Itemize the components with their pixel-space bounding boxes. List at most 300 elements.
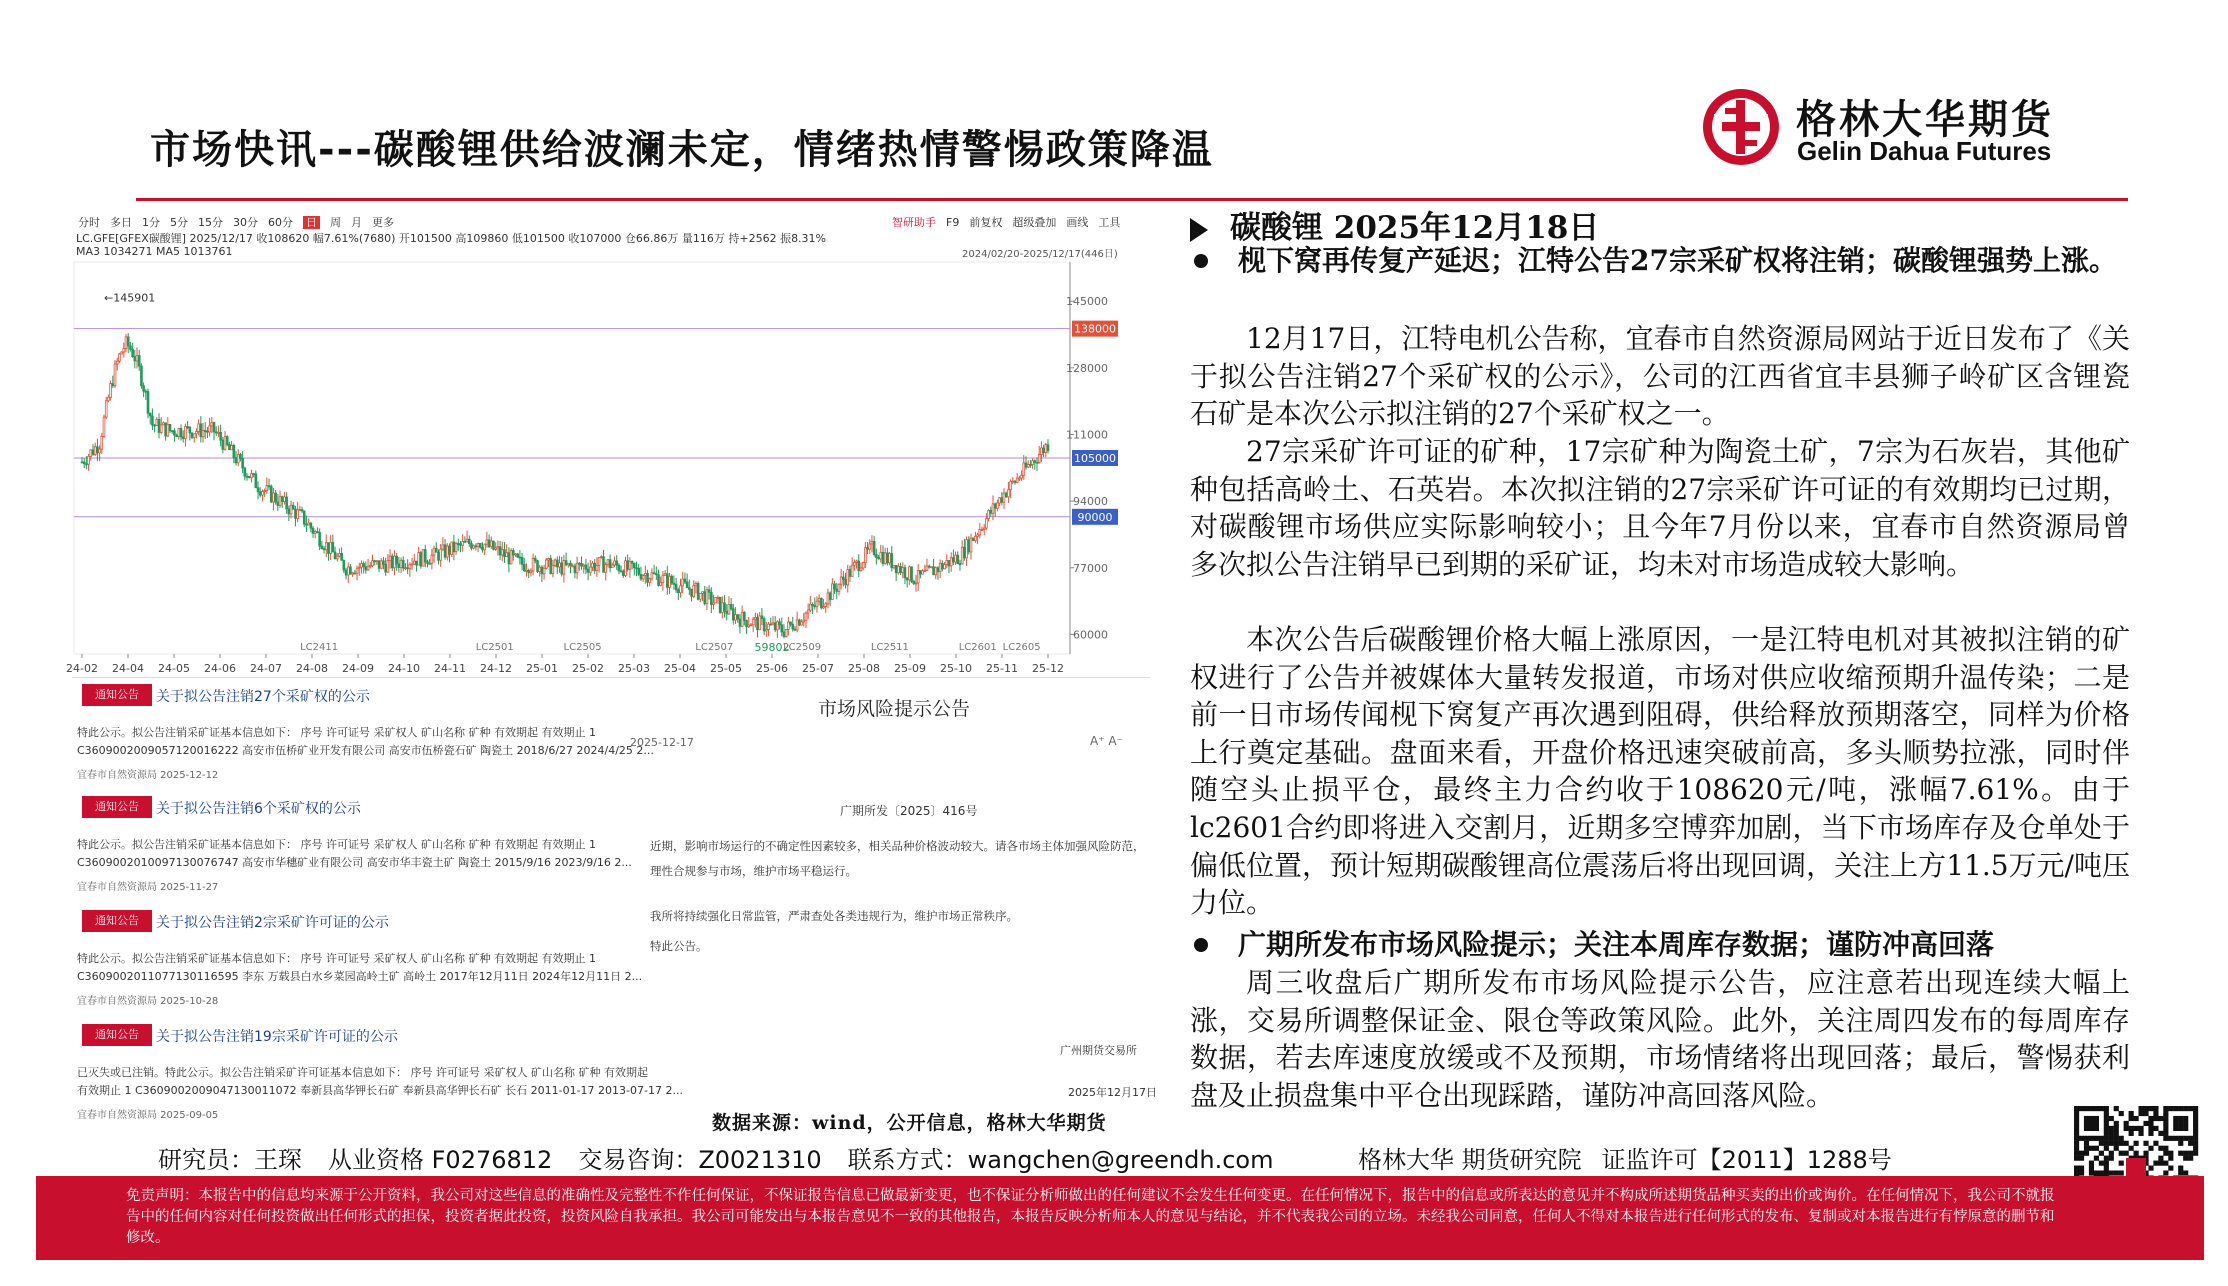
candle-body xyxy=(519,557,521,558)
candle-body xyxy=(292,505,294,509)
candle-body xyxy=(163,423,165,425)
bullet-heading-text: 枧下窝再传复产延迟；江特公告27宗采矿权将注销；碳酸锂强势上涨。 xyxy=(1238,244,2117,277)
candle-body xyxy=(398,564,400,568)
candle-body xyxy=(790,622,792,624)
notice-tag: 通知公告 xyxy=(82,796,152,818)
candle-body xyxy=(220,432,222,440)
candle-body xyxy=(873,541,875,554)
candle-body xyxy=(431,555,433,563)
candle-body xyxy=(680,586,682,593)
candle-body xyxy=(875,555,877,558)
notice-excerpt: 已灭失或已注销。特此公示。拟公告注销采矿许可证基本信息如下： 序号 许可证号 采矿权人 矿山名称 矿种 有效期起 xyxy=(77,1066,648,1079)
candle-body xyxy=(704,592,706,604)
candle-body xyxy=(594,563,596,570)
candle-body xyxy=(763,619,765,631)
candle-body xyxy=(444,545,446,557)
candle-body xyxy=(959,564,961,565)
candle-body xyxy=(125,337,127,349)
candle-body xyxy=(328,543,330,554)
candle-body xyxy=(405,568,407,569)
candle-body xyxy=(741,612,743,626)
contract-label: LC2509 xyxy=(783,642,822,653)
exchange-notice-paragraph: 特此公告。 xyxy=(650,939,708,953)
y-tick-label: 77000 xyxy=(1073,561,1108,575)
candle-body xyxy=(869,544,871,549)
candle-body xyxy=(251,474,253,478)
candle-body xyxy=(325,543,327,550)
candle-body xyxy=(935,568,937,575)
notice-title-link[interactable]: 关于拟公告注销6个采矿权的公示 xyxy=(156,801,361,817)
x-tick-label: 25-11 xyxy=(986,662,1018,675)
candle-body xyxy=(842,577,844,580)
candle-body xyxy=(354,573,356,574)
candle-body xyxy=(981,529,983,530)
candle-body xyxy=(607,560,609,565)
exchange-notice-paragraph: 我所将持续强化日常监管，严肃查处各类违规行为，维护市场正常秩序。 xyxy=(650,909,1018,923)
candle-body xyxy=(468,539,470,543)
x-tick-label: 25-07 xyxy=(802,662,834,675)
logo-english-name: Gelin Dahua Futures xyxy=(1797,136,2052,166)
notice-meta: 宜春市自然资源局 2025-11-27 xyxy=(77,882,219,893)
candle-body xyxy=(592,563,594,567)
y-tick-label: 111000 xyxy=(1066,428,1108,442)
candle-body xyxy=(438,552,440,560)
candle-body xyxy=(136,355,138,361)
x-tick-label: 25-10 xyxy=(940,662,972,675)
candle-body xyxy=(985,519,987,529)
candle-body xyxy=(182,437,184,439)
arrow-bullet-icon xyxy=(1190,218,1208,242)
candle-body xyxy=(754,618,756,620)
chart-period-tab[interactable]: 更多 xyxy=(372,216,394,229)
candle-body xyxy=(90,450,92,456)
candle-body xyxy=(697,583,699,599)
candle-body xyxy=(807,610,809,613)
candle-body xyxy=(911,567,913,581)
candle-body xyxy=(640,574,642,579)
candle-body xyxy=(937,568,939,572)
candle-body xyxy=(539,567,541,571)
candle-body xyxy=(904,568,906,578)
candle-body xyxy=(466,539,468,541)
candle-body xyxy=(860,568,862,571)
candle-body xyxy=(457,544,459,545)
candle-body xyxy=(352,573,354,574)
candle-body xyxy=(803,620,805,622)
candle-body xyxy=(277,502,279,505)
contract-label: LC2605 xyxy=(1002,642,1041,653)
candle-body xyxy=(123,349,125,352)
candle-body xyxy=(838,584,840,591)
candle-body xyxy=(259,492,261,495)
candle-body xyxy=(794,629,796,630)
candle-body xyxy=(970,538,972,552)
candle-body xyxy=(334,552,336,559)
candle-body xyxy=(636,568,638,569)
candle-body xyxy=(814,606,816,607)
candle-body xyxy=(818,598,820,601)
exchange-notice-number: 广期所发〔2025〕416号 xyxy=(840,804,978,818)
x-tick-label: 25-09 xyxy=(894,662,926,675)
candle-body xyxy=(768,624,770,629)
x-tick-label: 25-08 xyxy=(848,662,880,675)
candle-body xyxy=(994,504,996,508)
candle-body xyxy=(706,590,708,604)
candle-body xyxy=(132,349,134,356)
chart-period-tab[interactable]: 15分 xyxy=(198,216,223,229)
chart-period-tab[interactable]: 60分 xyxy=(268,216,293,229)
chart-period-tab[interactable]: 月 xyxy=(351,216,362,229)
candle-body xyxy=(939,563,941,571)
chart-tool-button[interactable]: 工具 xyxy=(1098,216,1121,229)
candle-body xyxy=(1023,463,1025,475)
candle-body xyxy=(625,561,627,576)
candle-body xyxy=(644,573,646,575)
candle-body xyxy=(1027,464,1029,467)
notice-item[interactable] xyxy=(72,1024,683,1132)
candle-body xyxy=(559,563,561,567)
chart-tool-button[interactable]: 超级叠加 xyxy=(1012,216,1057,229)
candle-body xyxy=(343,560,345,570)
chart-period-tab[interactable]: 多日 xyxy=(110,216,132,229)
candle-body xyxy=(455,544,457,552)
candle-body xyxy=(974,536,976,540)
license-number: 证监许可【2011】1288号 xyxy=(1601,1146,1892,1174)
candle-body xyxy=(273,493,275,502)
contract-label: LC2601 xyxy=(958,642,997,653)
candle-body xyxy=(699,593,701,599)
candle-body xyxy=(497,547,499,548)
candle-body xyxy=(710,592,712,604)
candle-body xyxy=(541,567,543,574)
candle-body xyxy=(114,364,116,386)
candle-body xyxy=(950,558,952,566)
candle-body xyxy=(449,546,451,554)
candle-body xyxy=(649,579,651,582)
candle-body xyxy=(688,588,690,590)
notice-excerpt: 有效期止 1 C3609002009047130011072 奉新县高华钾长石矿 奉新县高华钾长石矿 长石 2011-01-17 2013-07-17 2... xyxy=(77,1084,683,1097)
candle-body xyxy=(193,434,195,438)
candle-body xyxy=(332,542,334,552)
candle-body xyxy=(1003,493,1005,502)
candle-body xyxy=(600,557,602,558)
reference-label: 105000 xyxy=(1074,452,1116,465)
low-annotation: 59802 xyxy=(754,641,790,655)
chart-period-tab[interactable]: 30分 xyxy=(233,216,258,229)
candle-body xyxy=(413,561,415,564)
candle-body xyxy=(97,447,99,453)
chart-quote-line: LC.GFE[GFEX碳酸锂] 2025/12/17 收108620 幅7.61%(7680) 开101500 高109860 低101500 收107000 仓66.86万 量116万 持+2562 振8.31% xyxy=(76,232,827,245)
candle-body xyxy=(728,604,730,613)
candle-body xyxy=(996,503,998,508)
candle-body xyxy=(781,625,783,632)
candle-body xyxy=(442,545,444,549)
candle-body xyxy=(983,528,985,529)
y-tick-label: 60000 xyxy=(1073,628,1108,642)
candle-body xyxy=(999,498,1001,503)
bullet-heading xyxy=(1190,242,2130,280)
candle-body xyxy=(653,573,655,574)
candle-body xyxy=(512,551,514,555)
candle-body xyxy=(383,561,385,565)
candle-body xyxy=(715,597,717,603)
candle-body xyxy=(1038,455,1040,463)
candle-body xyxy=(180,429,182,437)
candle-body xyxy=(1029,464,1031,465)
candle-body xyxy=(198,424,200,432)
y-tick-label: 128000 xyxy=(1066,361,1108,375)
candle-body xyxy=(510,551,512,564)
candle-body xyxy=(99,449,101,453)
candle-body xyxy=(882,552,884,563)
candle-body xyxy=(941,563,943,568)
notice-excerpt: C3609002010097130076747 高安市华穗矿业有限公司 高安市华丰瓷土矿 陶瓷土 2015/9/16 2023/9/16 2... xyxy=(77,856,632,869)
candle-body xyxy=(372,561,374,566)
candle-body xyxy=(761,616,763,619)
article-column xyxy=(1190,200,2130,1160)
candle-body xyxy=(427,562,429,563)
candle-body xyxy=(891,554,893,568)
candle-body xyxy=(831,584,833,600)
candle-body xyxy=(506,553,508,557)
researcher-qualification: 从业资格 F0276812 xyxy=(328,1146,553,1174)
candle-body xyxy=(629,561,631,569)
chart-tool-button[interactable]: 画线 xyxy=(1066,216,1089,229)
candle-body xyxy=(365,567,367,570)
candle-body xyxy=(508,553,510,564)
candle-body xyxy=(825,604,827,607)
candle-body xyxy=(178,429,180,437)
candle-body xyxy=(534,558,536,560)
candle-body xyxy=(418,553,420,565)
candle-body xyxy=(156,419,158,425)
candle-body xyxy=(647,573,649,582)
article-paragraph: 12月17日，江特电机公告称，宜春市自然资源局网站于近日发布了《关于拟公告注销27个采矿权的公示》，公司的江西省宜丰县狮子岭矿区含锂瓷石矿是本次公示拟注销的27个采矿权之一。 xyxy=(1190,322,2130,431)
candle-body xyxy=(262,491,264,495)
candle-body xyxy=(295,509,297,518)
candle-body xyxy=(464,541,466,542)
chart-period-tab[interactable]: 1分 xyxy=(142,216,160,229)
contract-label: LC2505 xyxy=(563,642,602,653)
candle-body xyxy=(323,549,325,550)
candle-body xyxy=(387,561,389,572)
candle-body xyxy=(783,632,785,636)
candle-body xyxy=(396,556,398,564)
candle-body xyxy=(367,566,369,570)
chart-period-toolbar xyxy=(78,214,404,230)
notice-tag: 通知公告 xyxy=(82,1024,152,1046)
candle-body xyxy=(952,558,954,562)
researcher-name: 研究员：王琛 xyxy=(158,1146,302,1174)
chart-tool-button[interactable]: 智研助手 xyxy=(892,216,936,229)
candle-body xyxy=(1007,490,1009,497)
candle-body xyxy=(774,623,776,630)
candle-body xyxy=(567,563,569,564)
candle-body xyxy=(730,604,732,608)
candle-body xyxy=(174,431,176,435)
notice-item[interactable] xyxy=(72,796,632,904)
chart-period-tab[interactable]: 5分 xyxy=(170,216,188,229)
candle-body xyxy=(880,552,882,559)
candle-body xyxy=(440,549,442,560)
candle-body xyxy=(926,566,928,570)
candle-body xyxy=(651,573,653,579)
candle-body xyxy=(752,619,754,625)
candle-body xyxy=(673,583,675,584)
candle-body xyxy=(319,533,321,546)
candle-body xyxy=(237,454,239,462)
candle-body xyxy=(851,565,853,576)
chart-period-tab[interactable]: 周 xyxy=(330,216,341,229)
candle-body xyxy=(515,554,517,555)
candle-body xyxy=(160,425,162,433)
chart-ma-line: MA3 1034271 MA5 1013761 xyxy=(76,245,233,258)
candle-body xyxy=(1021,475,1023,478)
candle-body xyxy=(1032,461,1034,465)
candle-body xyxy=(218,432,220,433)
chart-tool-button[interactable]: 前复权 xyxy=(969,216,1003,229)
candle-body xyxy=(554,560,556,565)
candle-body xyxy=(1016,478,1018,482)
candle-body xyxy=(394,556,396,568)
notice-tag: 通知公告 xyxy=(82,910,152,932)
candle-body xyxy=(867,548,869,550)
chart-period-tab[interactable]: 日 xyxy=(303,216,320,229)
candle-body xyxy=(548,559,550,560)
candle-body xyxy=(233,445,235,457)
candle-body xyxy=(240,454,242,458)
candle-body xyxy=(605,565,607,573)
candle-body xyxy=(849,570,851,577)
candle-body xyxy=(376,561,378,562)
notice-title-link[interactable]: 关于拟公告注销19宗采矿许可证的公示 xyxy=(156,1029,398,1045)
candle-body xyxy=(785,629,787,636)
candle-body xyxy=(303,511,305,524)
x-tick-label: 25-01 xyxy=(526,662,558,675)
article-paragraph: 本次公告后碳酸锂价格大幅上涨原因，一是江特电机对其被拟注销的矿权进行了公告并被媒体大量转发报道，市场对供应收缩预期升温传染；二是前一日市场传闻枧下窝复产再次遇到阻碍，供给释放预期落空，同样为价格上行奠定基础。盘面来看，开盘价格迅速突破前高，多头顺势拉涨，同时伴随空头止损平仓，最终主力合约收于108620元/吨，涨幅7.61%。由于lc2601合约即将进入交割月，近期多空博弈加剧，当下市场库存及仓单处于偏低位置，预计短期碳酸锂高位震荡后将出现回调，关注上方11.5万元/吨压力位。 xyxy=(1190,623,2130,920)
chart-period-tab[interactable]: 分时 xyxy=(78,216,100,229)
chart-tool-button[interactable]: F9 xyxy=(946,216,960,229)
candle-body xyxy=(1010,481,1012,489)
candle-body xyxy=(572,566,574,567)
x-tick-label: 24-12 xyxy=(480,662,512,675)
candle-body xyxy=(856,561,858,562)
candle-body xyxy=(363,563,365,566)
candle-body xyxy=(886,553,888,563)
candle-body xyxy=(864,548,866,563)
candle-body xyxy=(347,567,349,575)
candle-body xyxy=(380,561,382,568)
candle-body xyxy=(779,622,781,625)
logo-chinese-name: 格林大华期货 xyxy=(1796,97,2054,143)
candle-body xyxy=(889,554,891,563)
candle-body xyxy=(286,497,288,509)
candle-body xyxy=(757,618,759,630)
candle-body xyxy=(618,565,620,571)
candle-body xyxy=(963,547,965,558)
candle-body xyxy=(460,544,462,546)
candle-body xyxy=(598,558,600,566)
article-paragraph: 27宗采矿许可证的矿种，17宗矿种为陶瓷土矿，7宗为石灰岩，其他矿种包括高岭土、石英岩。本次拟注销的27宗采矿许可证的有效期均已过期，对碳酸锂市场供应实际影响较小；且今年7月份以来，宜春市自然资源局曾多次拟公告注销早已到期的采矿证，均未对市场造成较大影响。 xyxy=(1190,435,2130,581)
candle-body xyxy=(614,561,616,565)
candle-body xyxy=(922,571,924,574)
candle-body xyxy=(400,560,402,567)
candle-body xyxy=(770,624,772,625)
exchange-notice-paragraph: 近期，影响市场运行的不确定性因素较多，相关品种价格波动较大。请各市场主体加强风险防范，理性合规参与市场，维护市场平稳运行。 xyxy=(650,839,1145,878)
candle-body xyxy=(992,504,994,513)
notice-title-link[interactable]: 关于拟公告注销27个采矿权的公示 xyxy=(156,689,370,705)
candle-body xyxy=(682,579,684,586)
candle-body xyxy=(627,561,629,570)
notice-item[interactable] xyxy=(72,684,654,792)
candle-body xyxy=(134,357,136,361)
candle-body xyxy=(735,615,737,620)
candle-body xyxy=(446,546,448,557)
candle-body xyxy=(112,384,114,386)
x-tick-label: 24-04 xyxy=(112,662,144,675)
notice-meta: 宜春市自然资源局 2025-09-05 xyxy=(77,1110,219,1121)
candle-body xyxy=(812,604,814,605)
candle-body xyxy=(453,542,455,552)
candle-body xyxy=(369,566,371,567)
candle-body xyxy=(235,458,237,463)
candle-body xyxy=(429,563,431,564)
x-tick-label: 25-03 xyxy=(618,662,650,675)
candle-body xyxy=(664,574,666,576)
candle-body xyxy=(677,590,679,593)
candle-body xyxy=(88,456,90,464)
candle-body xyxy=(143,386,145,391)
candle-body xyxy=(765,630,767,631)
notice-excerpt: 特此公示。拟公告注销采矿证基本信息如下： 序号 许可证号 采矿权人 矿山名称 矿种 有效期起 有效期止 1 xyxy=(77,838,596,851)
candle-body xyxy=(1045,445,1047,453)
candle-body xyxy=(972,538,974,541)
notice-title-link[interactable]: 关于拟公告注销2宗采矿许可证的公示 xyxy=(156,915,389,931)
notice-item[interactable] xyxy=(72,910,643,1018)
x-tick-label: 24-06 xyxy=(204,662,236,675)
notice-excerpt: C3609002009057120016222 高安市伍桥矿业开发有限公司 高安市伍桥瓷石矿 陶瓷土 2018/6/27 2024/4/25 2... xyxy=(77,744,654,757)
font-size-icon[interactable]: A⁺ A⁻ xyxy=(1090,734,1123,748)
candle-body xyxy=(1025,463,1027,467)
candle-body xyxy=(484,544,486,550)
x-tick-label: 25-12 xyxy=(1032,662,1064,675)
candle-body xyxy=(570,563,572,566)
notice-excerpt: C3609002011077130116595 李东 万载县白水乡菜园高岭土矿 高岭土 2017年12月11日 2024年12月11日 2... xyxy=(77,970,643,983)
candle-body xyxy=(550,559,552,574)
company-logo xyxy=(1700,86,2100,172)
candle-body xyxy=(787,622,789,629)
candle-body xyxy=(1018,478,1020,479)
candle-body xyxy=(561,563,563,574)
candle-body xyxy=(185,427,187,439)
candle-body xyxy=(103,417,105,436)
candle-body xyxy=(422,550,424,567)
candle-body xyxy=(902,568,904,573)
section-heading-text: 碳酸锂 2025年12月18日 xyxy=(1230,210,1600,246)
candle-body xyxy=(152,416,154,425)
candle-body xyxy=(176,435,178,437)
x-tick-label: 24-09 xyxy=(342,662,374,675)
candle-body xyxy=(878,557,880,559)
x-tick-label: 25-02 xyxy=(572,662,604,675)
candle-body xyxy=(660,582,662,585)
candle-body xyxy=(532,558,534,571)
candle-body xyxy=(917,570,919,582)
candle-body xyxy=(416,561,418,565)
candle-body xyxy=(979,529,981,535)
contact-email[interactable]: 联系方式：wangchen@greendh.com xyxy=(847,1146,1274,1174)
candle-body xyxy=(138,355,140,366)
